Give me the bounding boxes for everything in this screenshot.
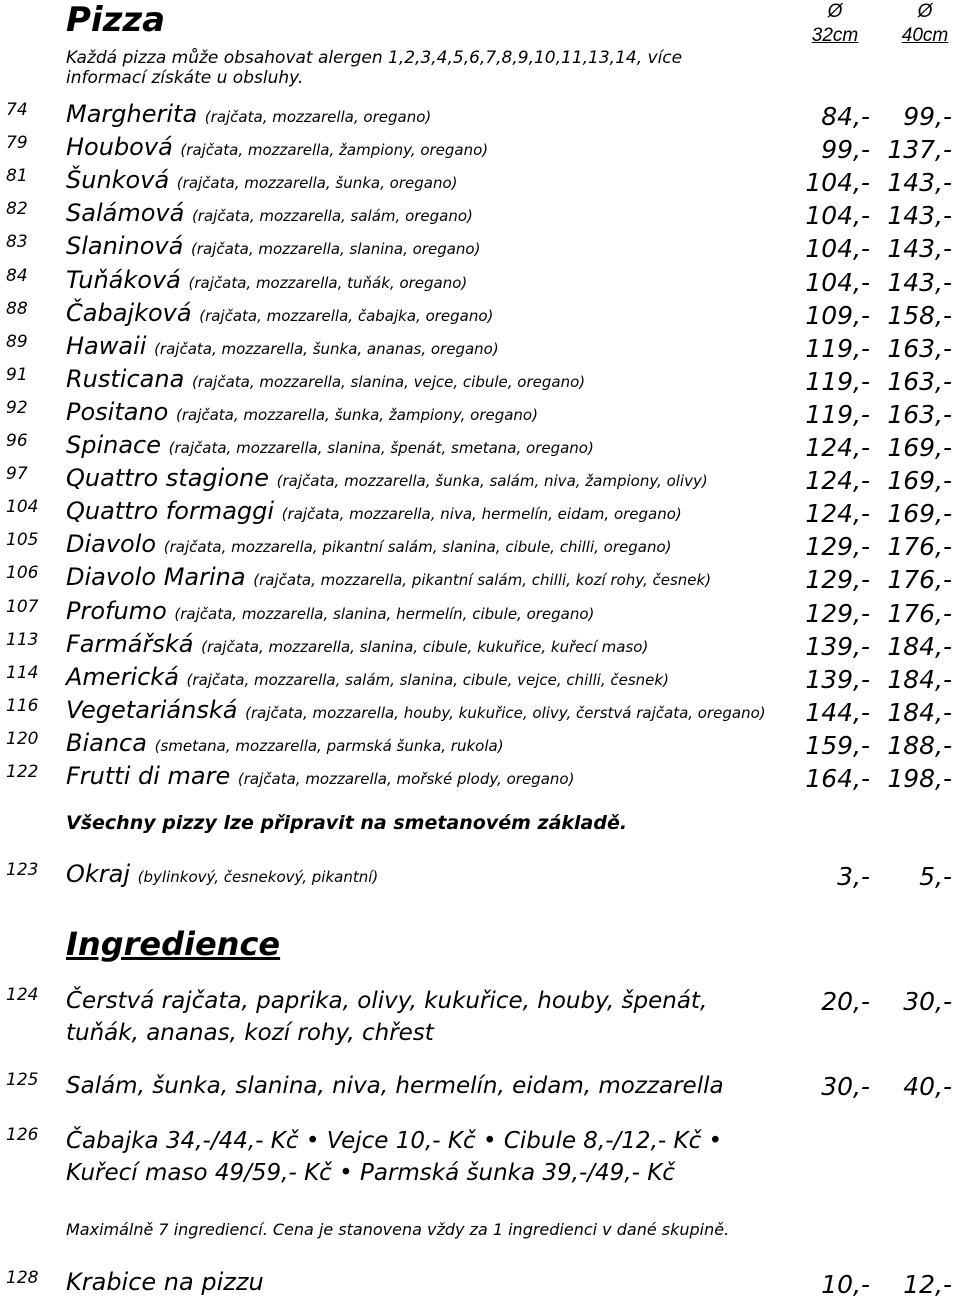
pizza-row bbox=[0, 530, 960, 563]
price-large: 143,- bbox=[887, 267, 952, 297]
item-number: 104 bbox=[6, 497, 39, 518]
price-large: 176,- bbox=[887, 565, 952, 595]
diameter-symbol: Ø bbox=[917, 1, 933, 22]
size-small-header bbox=[800, 0, 870, 48]
pizza-row bbox=[0, 464, 960, 497]
pizza-name: Americká bbox=[66, 662, 179, 691]
pizza-desc: (rajčata, mozzarella, pikantní salám, slanina, cibule, chilli, oregano) bbox=[163, 538, 672, 557]
item-number: 120 bbox=[6, 728, 39, 749]
allergen-note: Každá pizza může obsahovat alergen 1,2,3,4,5,6,7,8,9,10,11,13,14, více informací získáte u obsluhy. bbox=[66, 48, 683, 88]
pizza-desc: (rajčata, mozzarella, slanina, cibule, kukuřice, kuřecí maso) bbox=[201, 637, 649, 656]
price-large: 163,- bbox=[887, 399, 952, 429]
item-number: 128 bbox=[6, 1268, 39, 1288]
item-name bbox=[66, 199, 473, 227]
size-large-header bbox=[890, 0, 960, 48]
item-name bbox=[66, 266, 467, 294]
pizza-name: Rusticana bbox=[66, 364, 185, 393]
pizza-desc: (rajčata, mozzarella, šunka, oregano) bbox=[176, 174, 458, 193]
pizza-desc: (rajčata, mozzarella, mořské plody, oregano) bbox=[237, 770, 575, 788]
item-name bbox=[66, 100, 431, 128]
item-number: 83 bbox=[6, 232, 28, 253]
pizza-row bbox=[0, 100, 960, 133]
price-large: 188,- bbox=[887, 730, 952, 760]
item-number: 82 bbox=[6, 199, 28, 220]
price-large: 30,- bbox=[903, 987, 952, 1016]
pizza-name: Salámová bbox=[66, 199, 185, 228]
item-number: 84 bbox=[6, 265, 28, 286]
pizza-desc: (rajčata, mozzarella, slanina, špenát, smetana, oregano) bbox=[168, 439, 594, 457]
pizza-row bbox=[0, 299, 960, 332]
item-name bbox=[66, 630, 648, 658]
price-large: 184,- bbox=[887, 697, 952, 727]
pizza-desc: (rajčata, mozzarella, šunka, ananas, oregano) bbox=[154, 339, 499, 358]
item-name bbox=[66, 729, 504, 757]
price-small: 99,- bbox=[821, 135, 870, 165]
item-number: 88 bbox=[6, 298, 28, 319]
price-large: 184,- bbox=[887, 664, 952, 694]
pizza-desc: (rajčata, mozzarella, salám, oregano) bbox=[191, 207, 473, 226]
pizza-row bbox=[0, 597, 960, 630]
pizza-name: Houbová bbox=[66, 133, 173, 162]
pizza-desc: (rajčata, mozzarella, slanina, hermelín, cibule, oregano) bbox=[174, 604, 595, 623]
pizza-row bbox=[0, 133, 960, 166]
ingredient-text: Čerstvá rajčata, paprika, olivy, kukuřice, houby, špenát, tuňák, ananas, kozí rohy, chřest bbox=[66, 988, 708, 1046]
max-ingredients-note: Maximálně 7 ingrediencí. Cena je stanovena vždy za 1 ingredienci v dané skupině. bbox=[66, 1220, 730, 1239]
pizza-name: Hawaii bbox=[66, 331, 147, 360]
pizza-name: Čabajková bbox=[66, 298, 192, 327]
size-large-label: 40cm bbox=[901, 25, 949, 46]
item-name bbox=[66, 860, 378, 888]
pizza-row bbox=[0, 431, 960, 464]
pizza-row bbox=[0, 729, 960, 762]
item-name bbox=[66, 133, 488, 161]
price-small: 119,- bbox=[805, 366, 870, 396]
pizza-desc: (rajčata, mozzarella, šunka, salám, niva, žampiony, olivy) bbox=[276, 472, 708, 491]
price-small: 109,- bbox=[805, 300, 870, 330]
item-name bbox=[66, 299, 493, 327]
price-large: 137,- bbox=[887, 135, 952, 165]
item-number: 122 bbox=[6, 762, 39, 782]
item-number: 81 bbox=[6, 166, 28, 187]
pizza-name: Šunková bbox=[66, 166, 170, 195]
pizza-desc: (rajčata, mozzarella, čabajka, oregano) bbox=[199, 306, 494, 325]
item-number: 123 bbox=[6, 860, 39, 880]
price-small: 84,- bbox=[821, 102, 870, 131]
item-number: 91 bbox=[6, 364, 28, 385]
price-large: 40,- bbox=[903, 1072, 952, 1101]
cream-base-note: Všechny pizzy lze připravit na smetanovém základě. bbox=[66, 812, 628, 834]
price-small: 164,- bbox=[805, 764, 870, 793]
pizza-row bbox=[0, 563, 960, 596]
pizza-name: Quattro formaggi bbox=[66, 497, 275, 526]
box-row bbox=[0, 1268, 960, 1301]
ingredient-text: Salám, šunka, slanina, niva, hermelín, eidam, mozzarella bbox=[66, 1073, 724, 1099]
item-number: 107 bbox=[6, 596, 39, 617]
price-small: 129,- bbox=[805, 532, 870, 562]
item-name bbox=[66, 166, 457, 194]
item-number: 79 bbox=[6, 133, 28, 154]
crust-name: Okraj bbox=[66, 860, 131, 888]
ingredient-text: Čabajka 34,-/44,- Kč • Vejce 10,- Kč • Cibule 8,-/12,- Kč • Kuřecí maso 49/59,- Kč • Parmská šunka 39,-/49,- Kč bbox=[66, 1128, 723, 1186]
crust-row bbox=[0, 860, 960, 893]
pizza-name: Quattro stagione bbox=[66, 464, 269, 493]
price-large: 176,- bbox=[887, 598, 952, 628]
item-name bbox=[66, 530, 672, 558]
pizza-row bbox=[0, 365, 960, 398]
price-small: 30,- bbox=[821, 1072, 870, 1101]
item-number: 114 bbox=[6, 662, 39, 683]
price-small: 10,- bbox=[821, 1270, 870, 1299]
pizza-row bbox=[0, 497, 960, 530]
pizza-row bbox=[0, 199, 960, 232]
price-small: 104,- bbox=[805, 201, 870, 231]
pizza-name: Spinace bbox=[66, 431, 162, 459]
item-number: 74 bbox=[6, 100, 28, 120]
price-small: 119,- bbox=[805, 333, 870, 363]
price-small: 104,- bbox=[805, 168, 870, 198]
item-name bbox=[66, 431, 594, 459]
item-name bbox=[66, 497, 682, 525]
pizza-desc: (rajčata, mozzarella, oregano) bbox=[204, 108, 432, 126]
item-number: 124 bbox=[6, 985, 39, 1005]
price-large: 143,- bbox=[887, 168, 952, 198]
pizza-name: Profumo bbox=[66, 596, 167, 625]
pizza-row bbox=[0, 166, 960, 199]
item-number: 126 bbox=[6, 1125, 39, 1145]
pizza-name: Diavolo bbox=[66, 530, 157, 559]
pizza-name: Frutti di mare bbox=[66, 762, 231, 790]
pizza-row bbox=[0, 630, 960, 663]
pizza-row bbox=[0, 232, 960, 265]
price-large: 99,- bbox=[903, 102, 952, 131]
item-number: 125 bbox=[6, 1070, 39, 1090]
price-small: 144,- bbox=[805, 697, 870, 727]
item-name bbox=[66, 563, 711, 591]
price-large: 143,- bbox=[887, 234, 952, 264]
pizza-desc: (rajčata, mozzarella, šunka, žampiony, oregano) bbox=[175, 405, 538, 424]
pizza-desc: (rajčata, mozzarella, slanina, vejce, cibule, oregano) bbox=[191, 372, 586, 391]
pizza-name: Diavolo Marina bbox=[66, 563, 246, 592]
price-small: 129,- bbox=[805, 565, 870, 595]
pizza-name: Bianca bbox=[66, 728, 147, 757]
item-number: 97 bbox=[6, 464, 28, 485]
ingredients-heading: Ingredience bbox=[66, 925, 281, 963]
item-name bbox=[66, 464, 708, 492]
price-large: 169,- bbox=[887, 433, 952, 462]
item-number: 96 bbox=[6, 431, 28, 451]
price-small: 139,- bbox=[805, 664, 870, 694]
pizza-name: Vegetariánská bbox=[66, 695, 238, 724]
price-large: 163,- bbox=[887, 333, 952, 363]
price-large: 184,- bbox=[887, 631, 952, 661]
pizza-name: Slaninová bbox=[66, 232, 184, 261]
price-large: 169,- bbox=[887, 499, 952, 529]
pizza-row bbox=[0, 266, 960, 299]
item-name bbox=[66, 332, 499, 360]
item-name bbox=[66, 696, 766, 724]
item-number: 116 bbox=[6, 695, 39, 716]
pizza-desc: (rajčata, mozzarella, žampiony, oregano) bbox=[180, 141, 489, 160]
pizza-row bbox=[0, 398, 960, 431]
item-number: 106 bbox=[6, 563, 39, 584]
price-small: 124,- bbox=[805, 433, 870, 462]
price-small: 124,- bbox=[805, 499, 870, 529]
price-large: 12,- bbox=[903, 1270, 952, 1299]
size-small-label: 32cm bbox=[811, 25, 859, 46]
item-name bbox=[66, 663, 669, 691]
price-large: 143,- bbox=[887, 201, 952, 231]
pizza-name: Farmářská bbox=[66, 629, 194, 658]
price-small: 3,- bbox=[837, 862, 870, 891]
price-small: 119,- bbox=[805, 399, 870, 429]
item-name bbox=[66, 398, 538, 426]
pizza-desc: (rajčata, mozzarella, houby, kukuřice, olivy, čerstvá rajčata, oregano) bbox=[245, 703, 766, 722]
pizza-row bbox=[0, 696, 960, 729]
pizza-name: Margherita bbox=[66, 100, 198, 128]
price-small: 129,- bbox=[805, 598, 870, 628]
price-large: 5,- bbox=[919, 862, 952, 891]
diameter-symbol: Ø bbox=[827, 1, 843, 22]
pizza-desc: (rajčata, mozzarella, salám, slanina, cibule, vejce, chilli, česnek) bbox=[186, 670, 669, 689]
price-small: 124,- bbox=[805, 466, 870, 496]
pizza-desc: (smetana, mozzarella, parmská šunka, rukola) bbox=[154, 736, 504, 755]
item-number: 113 bbox=[6, 629, 39, 650]
pizza-name: Positano bbox=[66, 397, 169, 426]
price-large: 198,- bbox=[887, 764, 952, 793]
item-number: 105 bbox=[6, 530, 39, 551]
item-name bbox=[66, 232, 480, 260]
price-small: 139,- bbox=[805, 631, 870, 661]
price-large: 169,- bbox=[887, 466, 952, 496]
pizza-desc: (rajčata, mozzarella, niva, hermelín, eidam, oregano) bbox=[281, 505, 682, 524]
pizza-row bbox=[0, 663, 960, 696]
crust-desc: (bylinkový, česnekový, pikantní) bbox=[137, 868, 379, 886]
pizza-desc: (rajčata, mozzarella, tuňák, oregano) bbox=[188, 273, 468, 292]
price-large: 158,- bbox=[887, 300, 952, 330]
price-small: 104,- bbox=[805, 267, 870, 297]
price-small: 159,- bbox=[805, 730, 870, 760]
pizza-row bbox=[0, 332, 960, 365]
pizza-name: Tuňáková bbox=[66, 265, 181, 294]
pizza-row bbox=[0, 762, 960, 795]
item-name bbox=[66, 365, 585, 393]
item-name bbox=[66, 762, 574, 790]
pizza-desc: (rajčata, mozzarella, pikantní salám, chilli, kozí rohy, česnek) bbox=[253, 571, 712, 590]
item-name bbox=[66, 597, 594, 625]
price-small: 104,- bbox=[805, 234, 870, 264]
item-number: 92 bbox=[6, 397, 28, 418]
price-large: 163,- bbox=[887, 366, 952, 396]
pizza-desc: (rajčata, mozzarella, slanina, oregano) bbox=[190, 240, 481, 259]
price-large: 176,- bbox=[887, 532, 952, 562]
item-number: 89 bbox=[6, 331, 28, 352]
price-small: 20,- bbox=[821, 987, 870, 1016]
page-title: Pizza bbox=[66, 0, 166, 40]
item-name: Krabice na pizzu bbox=[66, 1268, 264, 1296]
